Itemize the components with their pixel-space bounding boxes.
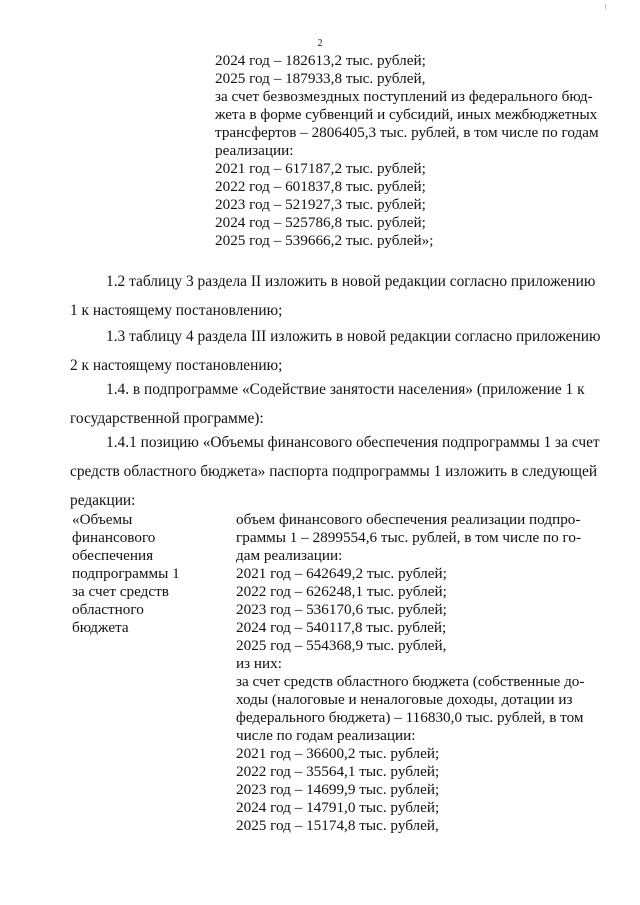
label-line: бюджета <box>72 619 129 636</box>
paragraph-line: государственной программе): <box>70 410 264 427</box>
funding-continuation-block <box>215 52 615 250</box>
passport-row-label <box>72 511 222 637</box>
label-line: подпрограммы 1 <box>72 565 180 582</box>
value-line: 2024 год – 540117,8 тыс. рублей; <box>236 619 447 636</box>
text-line: 2022 год – 601837,8 тыс. рублей; <box>215 178 426 195</box>
paragraph-line: 2 к настоящему постановлению; <box>70 357 283 374</box>
paragraph-line: средств областного бюджета» паспорта подпрограммы 1 изложить в следующей <box>70 463 598 480</box>
value-line: 2022 год – 35564,1 тыс. рублей; <box>236 763 440 780</box>
text-line: реализации: <box>215 142 294 159</box>
paragraph-1-3 <box>70 322 602 380</box>
text-line: 2025 год – 539666,2 тыс. рублей»; <box>215 232 434 249</box>
label-line: обеспечения <box>72 547 154 564</box>
value-line: за счет средств областного бюджета (собственные до- <box>236 673 585 690</box>
value-line: ходы (налоговые и неналоговые доходы, дотации из <box>236 691 573 708</box>
value-line: 2023 год – 14699,9 тыс. рублей; <box>236 781 440 798</box>
label-line: областного <box>72 601 144 618</box>
text-line: 2023 год – 521927,3 тыс. рублей; <box>215 196 426 213</box>
paragraph-line: редакции: <box>70 492 136 509</box>
text-line: 2021 год – 617187,2 тыс. рублей; <box>215 160 426 177</box>
text-line: 2025 год – 187933,8 тыс. рублей, <box>215 70 426 87</box>
value-line: 2022 год – 626248,1 тыс. рублей; <box>236 583 447 600</box>
paragraph-line: 1.4. в подпрограмме «Содействие занятости населения» (приложение 1 к <box>106 381 585 398</box>
text-line: за счет безвозмездных поступлений из федерального бюд- <box>215 88 593 105</box>
page-number: 2 <box>317 38 323 49</box>
value-line: объем финансового обеспечения реализации подпро- <box>236 511 581 528</box>
paragraph-1-2 <box>70 267 602 325</box>
paragraph-1-4 <box>70 375 602 433</box>
value-line: 2024 год – 14791,0 тыс. рублей; <box>236 799 440 816</box>
paragraph-line: 1.4.1 позицию «Объемы финансового обеспечения подпрограммы 1 за счет <box>106 434 600 451</box>
value-line: 2025 год – 15174,8 тыс. рублей, <box>236 817 439 834</box>
label-line: за счет средств <box>72 583 169 600</box>
label-line: «Объемы <box>72 511 133 528</box>
text-line: жета в форме субвенций и субсидий, иных межбюджетных <box>215 106 598 123</box>
value-line: 2021 год – 36600,2 тыс. рублей; <box>236 745 440 762</box>
label-line: финансового <box>72 529 156 546</box>
value-line: 2021 год – 642649,2 тыс. рублей; <box>236 565 447 582</box>
value-line: дам реализации: <box>236 547 343 564</box>
value-line: из них: <box>236 655 282 672</box>
paragraph-line: 1 к настоящему постановлению; <box>70 302 283 319</box>
paragraph-1-4-1 <box>70 428 602 515</box>
value-line: граммы 1 – 2899554,6 тыс. рублей, в том числе по го- <box>236 529 582 546</box>
text-line: 2024 год – 525786,8 тыс. рублей; <box>215 214 426 231</box>
value-line: числе по годам реализации: <box>236 727 416 744</box>
text-line: 2024 год – 182613,2 тыс. рублей; <box>215 52 426 69</box>
value-line: федерального бюджета) – 116830,0 тыс. рублей, в том <box>236 709 584 726</box>
scan-corner-mark <box>605 4 606 9</box>
paragraph-line: 1.3 таблицу 4 раздела III изложить в новой редакции согласно приложению <box>106 328 601 345</box>
paragraph-line: 1.2 таблицу 3 раздела II изложить в новой редакции согласно приложению <box>106 273 596 290</box>
value-line: 2023 год – 536170,6 тыс. рублей; <box>236 601 447 618</box>
passport-row-value <box>236 511 601 835</box>
text-line: трансфертов – 2806405,3 тыс. рублей, в том числе по годам <box>215 124 599 141</box>
value-line: 2025 год – 554368,9 тыс. рублей, <box>236 637 447 654</box>
